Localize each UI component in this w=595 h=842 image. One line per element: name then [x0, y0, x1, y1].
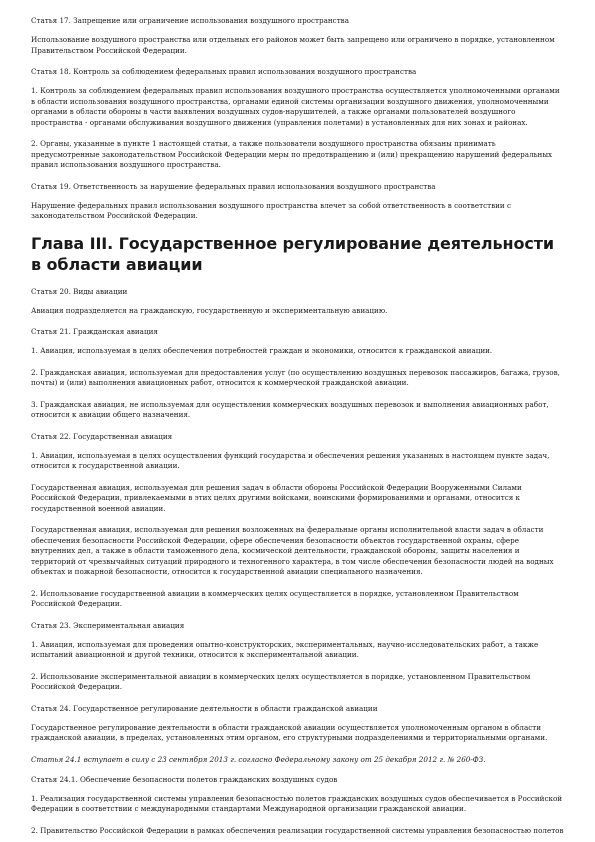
article-heading: Статья 21. Гражданская авиация [31, 327, 158, 336]
article-heading: Статья 23. Экспериментальная авиация [31, 620, 185, 630]
article-heading: Статья 19. Ответственность за нарушение федеральных правил использования воздушного пространства [31, 181, 436, 191]
paragraph: Государственное регулирование деятельности в области гражданской авиации осуществляется уполномоченным органом в области гражданской авиации, в пределах, установленных этим органом, его структурными подразделениями и территориальными органами. [31, 722, 548, 742]
paragraph: Использование воздушного пространства или отдельных его районов может быть запрещено или ограничено в порядке, установленном Правительством Российской Федерации. [31, 35, 555, 55]
paragraph: 2. Использование экспериментальной авиации в коммерческих целях осуществляется в порядке, установленном Правительством Российской Федерации. [31, 671, 531, 691]
paragraph: Нарушение федеральных правил использования воздушного пространства влечет за собой ответственность в соответствии с законодательством Российской Федерации. [31, 200, 512, 220]
paragraph: Государственная авиация, используемая для решения задач в области обороны Российской Федерации Вооруженными Силами Российской Федерации, привлекаемыми в этих целях другими войсками, воинскими формированиями и органами, относится к государственной военной авиации. [31, 482, 522, 513]
chapter-heading: Глава III. Государственное регулирование деятельности в области авиации [31, 233, 555, 274]
paragraph: 1. Реализация государственной системы управления безопасностью полетов гражданских воздушных судов обеспечивается в Российской Федерации в соответствии с международными стандартами Международной организации гражданской авиации. [31, 793, 563, 813]
paragraph: 2. Правительство Российской Федерации в рамках обеспечения реализации государственной системы управления безопасностью полетов [31, 825, 564, 835]
paragraph: 2. Использование государственной авиации в коммерческих целях осуществляется в порядке, установленном Правительством Российской Федерации. [31, 588, 519, 608]
article-heading: Статья 24. Государственное регулирование деятельности в области гражданской авиации [31, 703, 378, 713]
article-heading: Статья 18. Контроль за соблюдением федеральных правил использования воздушного пространства [31, 67, 417, 76]
article-heading: Статья 20. Виды авиации [31, 286, 128, 296]
paragraph: Государственная авиация, используемая для решения возложенных на федеральные органы исполнительной власти задач в области обеспечения безопасности Российской Федерации, сфере обеспечения безопасности объектов государственной охраны, сфере внутренних дел, а также в области таможенного дела, космической деятельности, гражданской обороны, защиты населения и территорий от чрезвычайных ситуаций природного и техногенного характера, в том числе обеспечения безопасности людей на водных объектах и пожарной безопасности, относится к государственной авиации специального назначения. [31, 525, 554, 576]
paragraph: Авиация подразделяется на гражданскую, государственную и экспериментальную авиацию. [31, 305, 388, 315]
paragraph: 2. Органы, указанные в пункте 1 настоящей статьи, а также пользователи воздушного пространства обязаны принимать предусмотренные законодательством Российской Федерации меры по предотвращению и (или) прекращению нарушений федеральных правил использования воздушного пространства. [31, 139, 553, 169]
paragraph: 1. Контроль за соблюдением федеральных правил использования воздушного пространства осуществляется уполномоченными органами в области использования воздушного пространства, органами единой системы организации воздушного движения, уполномоченными органами в области обороны в части выявления воздушных судов-нарушителей, а также органами пользователей воздушного пространства - органами обслуживания воздушного движения (управления полетами) в установленных для них зонах и районах. [31, 86, 560, 127]
paragraph: 2. Гражданская авиация, используемая для предоставления услуг (по осуществлению воздушных перевозок пассажиров, багажа, грузов, почты) и (или) выполнения авиационных работ, относится к коммерческой гражданской авиации. [31, 367, 560, 387]
paragraph: 1. Авиация, используемая для проведения опытно-конструкторских, экспериментальных, научно-исследовательских работ, а также испытаний авиационной и другой техники, относится к экспериментальной авиации. [31, 639, 539, 659]
paragraph: 3. Гражданская авиация, не используемая для осуществления коммерческих воздушных перевозок и выполнения авиационных работ, относится к авиации общего назначения. [31, 399, 549, 419]
editorial-note: Статья 24.1 вступает в силу с 23 сентября 2013 г. согласно Федеральному закону от 25 декабря 2012 г. № 260-ФЗ. [31, 754, 486, 764]
article-heading: Статья 24.1. Обеспечение безопасности полетов гражданских воздушных судов [31, 774, 338, 784]
article-heading: Статья 22. Государственная авиация [31, 431, 173, 441]
paragraph: 1. Авиация, используемая в целях обеспечения потребностей граждан и экономики, относится к гражданской авиации. [31, 346, 493, 355]
paragraph: 1. Авиация, используемая в целях осуществления функций государства и обеспечения решения указанных в настоящем пункте задач, относится к государственной авиации. [31, 450, 550, 470]
article-heading: Статья 17. Запрещение или ограничение использования воздушного пространства [31, 16, 350, 25]
